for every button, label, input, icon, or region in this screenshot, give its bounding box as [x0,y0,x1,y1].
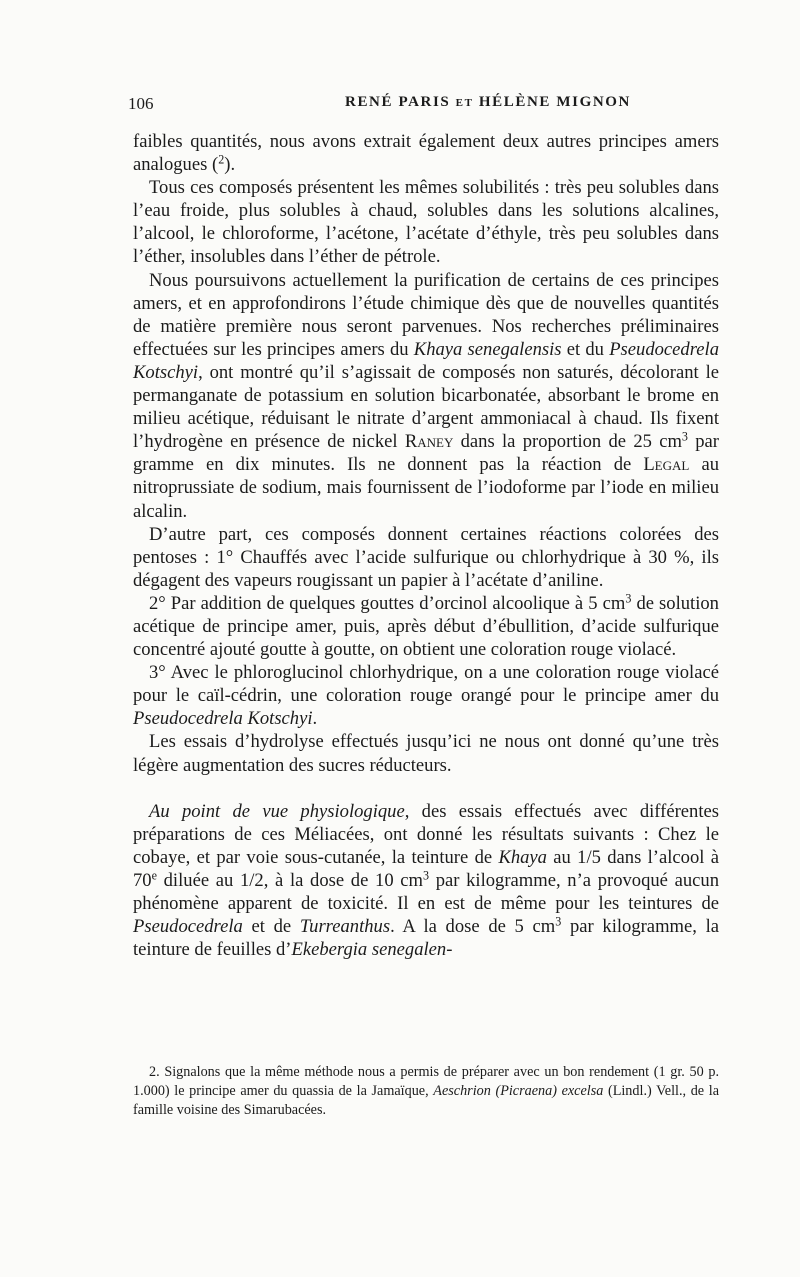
paragraph-phloroglucinol: 3° Avec le phloroglucinol chlorhydrique, on a une coloration rouge violacé pour le caïl-cédrin, une coloration rouge orangé pour le principe amer du Pseudocedrela Kotschyi. [133,662,719,730]
running-head: RENÉ PARIS et HÉLÈNE MIGNON [345,94,631,110]
paragraph-continued: faibles quantités, nous avons extrait également deux autres principes amers analogues ($^2$). [133,131,719,176]
body-text [133,130,719,961]
paragraph-hydrolysis: Les essais d’hydrolyse effectués jusqu’ici ne nous ont donné qu’une très légère augmentation des sucres réducteurs. [133,731,719,776]
paragraph-pentose-reactions: D’autre part, ces composés donnent certaines réactions colorées des pentoses : 1° Chauffés avec l’acide sulfurique ou chlorhydrique à 30 %, ils dégagent des vapeurs rougissant un papier à l’acétate d’aniline. [133,523,719,591]
footnote: 2. Signalons que la même méthode nous a permis de préparer avec un bon rendement (1 gr. 50 p. 1.000) le principe amer du quassia de la Jamaïque, Aeschrion (Picraena) excelsa (Lindl.) Vell., de la famille voisine des Simarubacées. [133,1064,719,1118]
section-spacer [133,777,719,800]
paragraph-purification: Nous poursuivons actuellement la purification de certains de ces principes amers, et en approfondirons l’étude chimique dès que de nouvelles quantités de matière première nous seront parvenues. Nos recherches préliminaires effectuées sur les principes amers du Khaya senegalensis et du Pseudocedrela Kotschyi, ont montré qu’il s’agissait de composés non saturés, décolorant le permanganate de potassium en solution bicarbonatée, absorbant le brome en milieu acétique, réduisant le nitrate d’argent ammoniacal à chaud. Ils fixent l’hydrogène en présence de nickel Raney dans la proportion de 25 $cm^3$ par gramme en dix minutes. Ils ne donnent pas la réaction de Legal au nitroprussiate de sodium, mais fournissent de l’iodoforme par l’iode en milieu alcalin. [133,269,719,522]
paragraph-solubility: Tous ces composés présentent les mêmes solubilités : très peu solubles dans l’eau froide, plus solubles à chaud, solubles dans les solutions alcalines, l’alcool, le chloroforme, l’acétone, l’acétate d’éthyle, très peu solubles dans l’éther, insolubles dans l’éther de pétrole. [133,177,719,268]
page-number: 106 [128,94,154,113]
footnote-ref[interactable]: 2 [218,152,225,167]
paragraph-orcinol: 2° Par addition de quelques gouttes d’orcinol alcoolique à 5 $cm^3$ de solution acétique de principe amer, puis, après début d’ébullition, d’acide sulfurique concentré ajouté goutte à goutte, on obtient une coloration rouge violacé. [133,591,719,661]
paragraph-physiology: Au point de vue physiologique, des essais effectués avec différentes préparations de ces Méliacées, ont donné les résultats suivants : Chez le cobaye, et par voie sous-cutanée, la teinture de Khaya au 1/5 dans l’alcool à 70e diluée au 1/2, à la dose de 10 $cm^3$ par kilogramme, n’a provoqué aucun phénomène apparent de toxicité. Il en est de même pour les teintures de Pseudocedrela et de Turreanthus. A la dose de 5 $cm^3$ par kilogramme, la teinture de feuilles d’Ekebergia senegalen- [133,800,720,961]
page-header [128,94,720,118]
